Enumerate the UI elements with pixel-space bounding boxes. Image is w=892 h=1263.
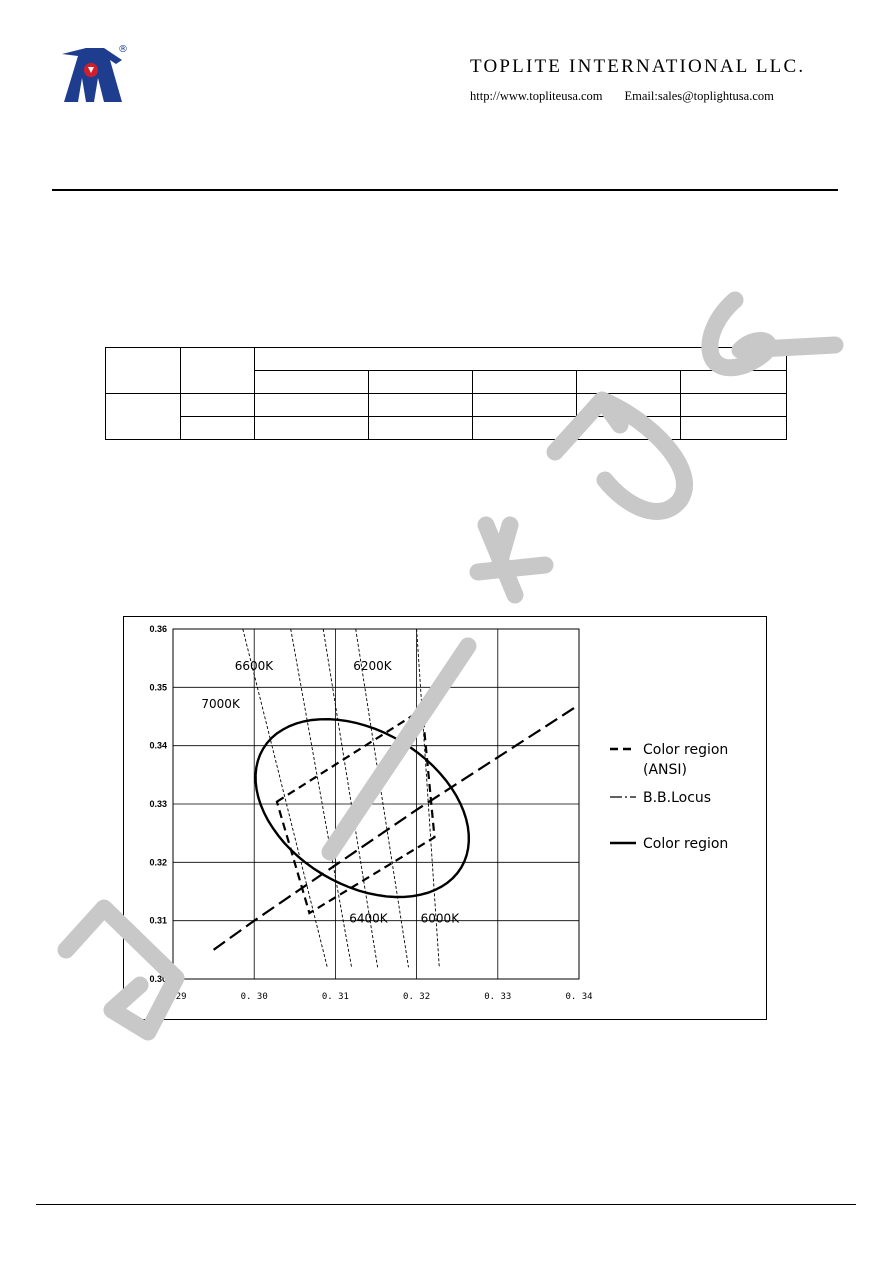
- table-cell: [369, 417, 473, 440]
- y-tick-label: 0.35: [149, 682, 167, 693]
- table-cell: [255, 394, 369, 417]
- company-name: TOPLITE INTERNATIONAL LLC.: [470, 56, 806, 77]
- table-cell: [255, 417, 369, 440]
- table-row: [106, 417, 787, 440]
- watermark-stroke-star-b: [486, 525, 515, 595]
- isotherm-label-6600k: 6600K: [234, 658, 274, 673]
- email-link[interactable]: Email:sales@toplightusa.com: [624, 89, 774, 103]
- contact-line: [470, 89, 870, 104]
- isotherm-label-6200k: 6200K: [353, 658, 392, 673]
- y-tick-label: 0.30: [149, 974, 167, 984]
- x-tick-label: 0. 32: [403, 992, 431, 1002]
- legend-label-sub: (ANSI): [643, 762, 687, 778]
- table-cell: [106, 394, 181, 440]
- table-row: [106, 394, 787, 417]
- x-tick-label: 0. 29: [159, 992, 187, 1002]
- table-cell: [577, 394, 681, 417]
- table-cell: [181, 394, 255, 417]
- cie-chromaticity-chart: [123, 616, 767, 1020]
- table-cell: [181, 348, 255, 394]
- legend-label: Color region: [643, 742, 729, 758]
- table-cell: [577, 371, 681, 394]
- table-cell: [369, 394, 473, 417]
- table-cell: [181, 417, 255, 440]
- table-cell: [255, 348, 787, 371]
- y-tick-label: 0.34: [149, 740, 167, 751]
- table-cell: [255, 371, 369, 394]
- table-cell: [577, 417, 681, 440]
- table-row: [106, 348, 787, 371]
- table-cell: [681, 394, 787, 417]
- website-link[interactable]: http://www.topliteusa.com: [470, 89, 603, 103]
- table-cell: [106, 348, 181, 394]
- x-tick-label: 0. 30: [240, 992, 268, 1002]
- table-cell: [473, 371, 577, 394]
- y-tick-label: 0.31: [149, 915, 167, 926]
- isotherm-label-6000k: 6000K: [420, 911, 460, 926]
- header-divider: [52, 189, 838, 191]
- legend-label: B.B.Locus: [643, 790, 712, 806]
- isotherm-label-6400k: 6400K: [349, 911, 388, 926]
- y-tick-label: 0.33: [149, 799, 167, 809]
- x-tick-label: 0. 31: [321, 992, 349, 1002]
- x-tick-label: 0. 34: [565, 992, 593, 1002]
- y-tick-label: 0.32: [149, 857, 167, 868]
- spec-table: [105, 347, 787, 440]
- table-cell: [681, 371, 787, 394]
- registered-mark: ®: [118, 44, 128, 55]
- table-cell: [473, 394, 577, 417]
- footer-divider: [36, 1204, 856, 1205]
- table-cell: [681, 417, 787, 440]
- table-cell: [369, 371, 473, 394]
- isotherm-label-7000k: 7000K: [201, 696, 240, 711]
- company-logo: [60, 42, 132, 106]
- watermark-stroke-star-c: [500, 525, 510, 560]
- watermark-stroke-star-a: [478, 565, 545, 572]
- table-cell: [473, 417, 577, 440]
- legend-label: Color region: [643, 836, 729, 852]
- x-tick-label: 0. 33: [484, 992, 512, 1002]
- y-tick-label: 0.36: [149, 624, 167, 634]
